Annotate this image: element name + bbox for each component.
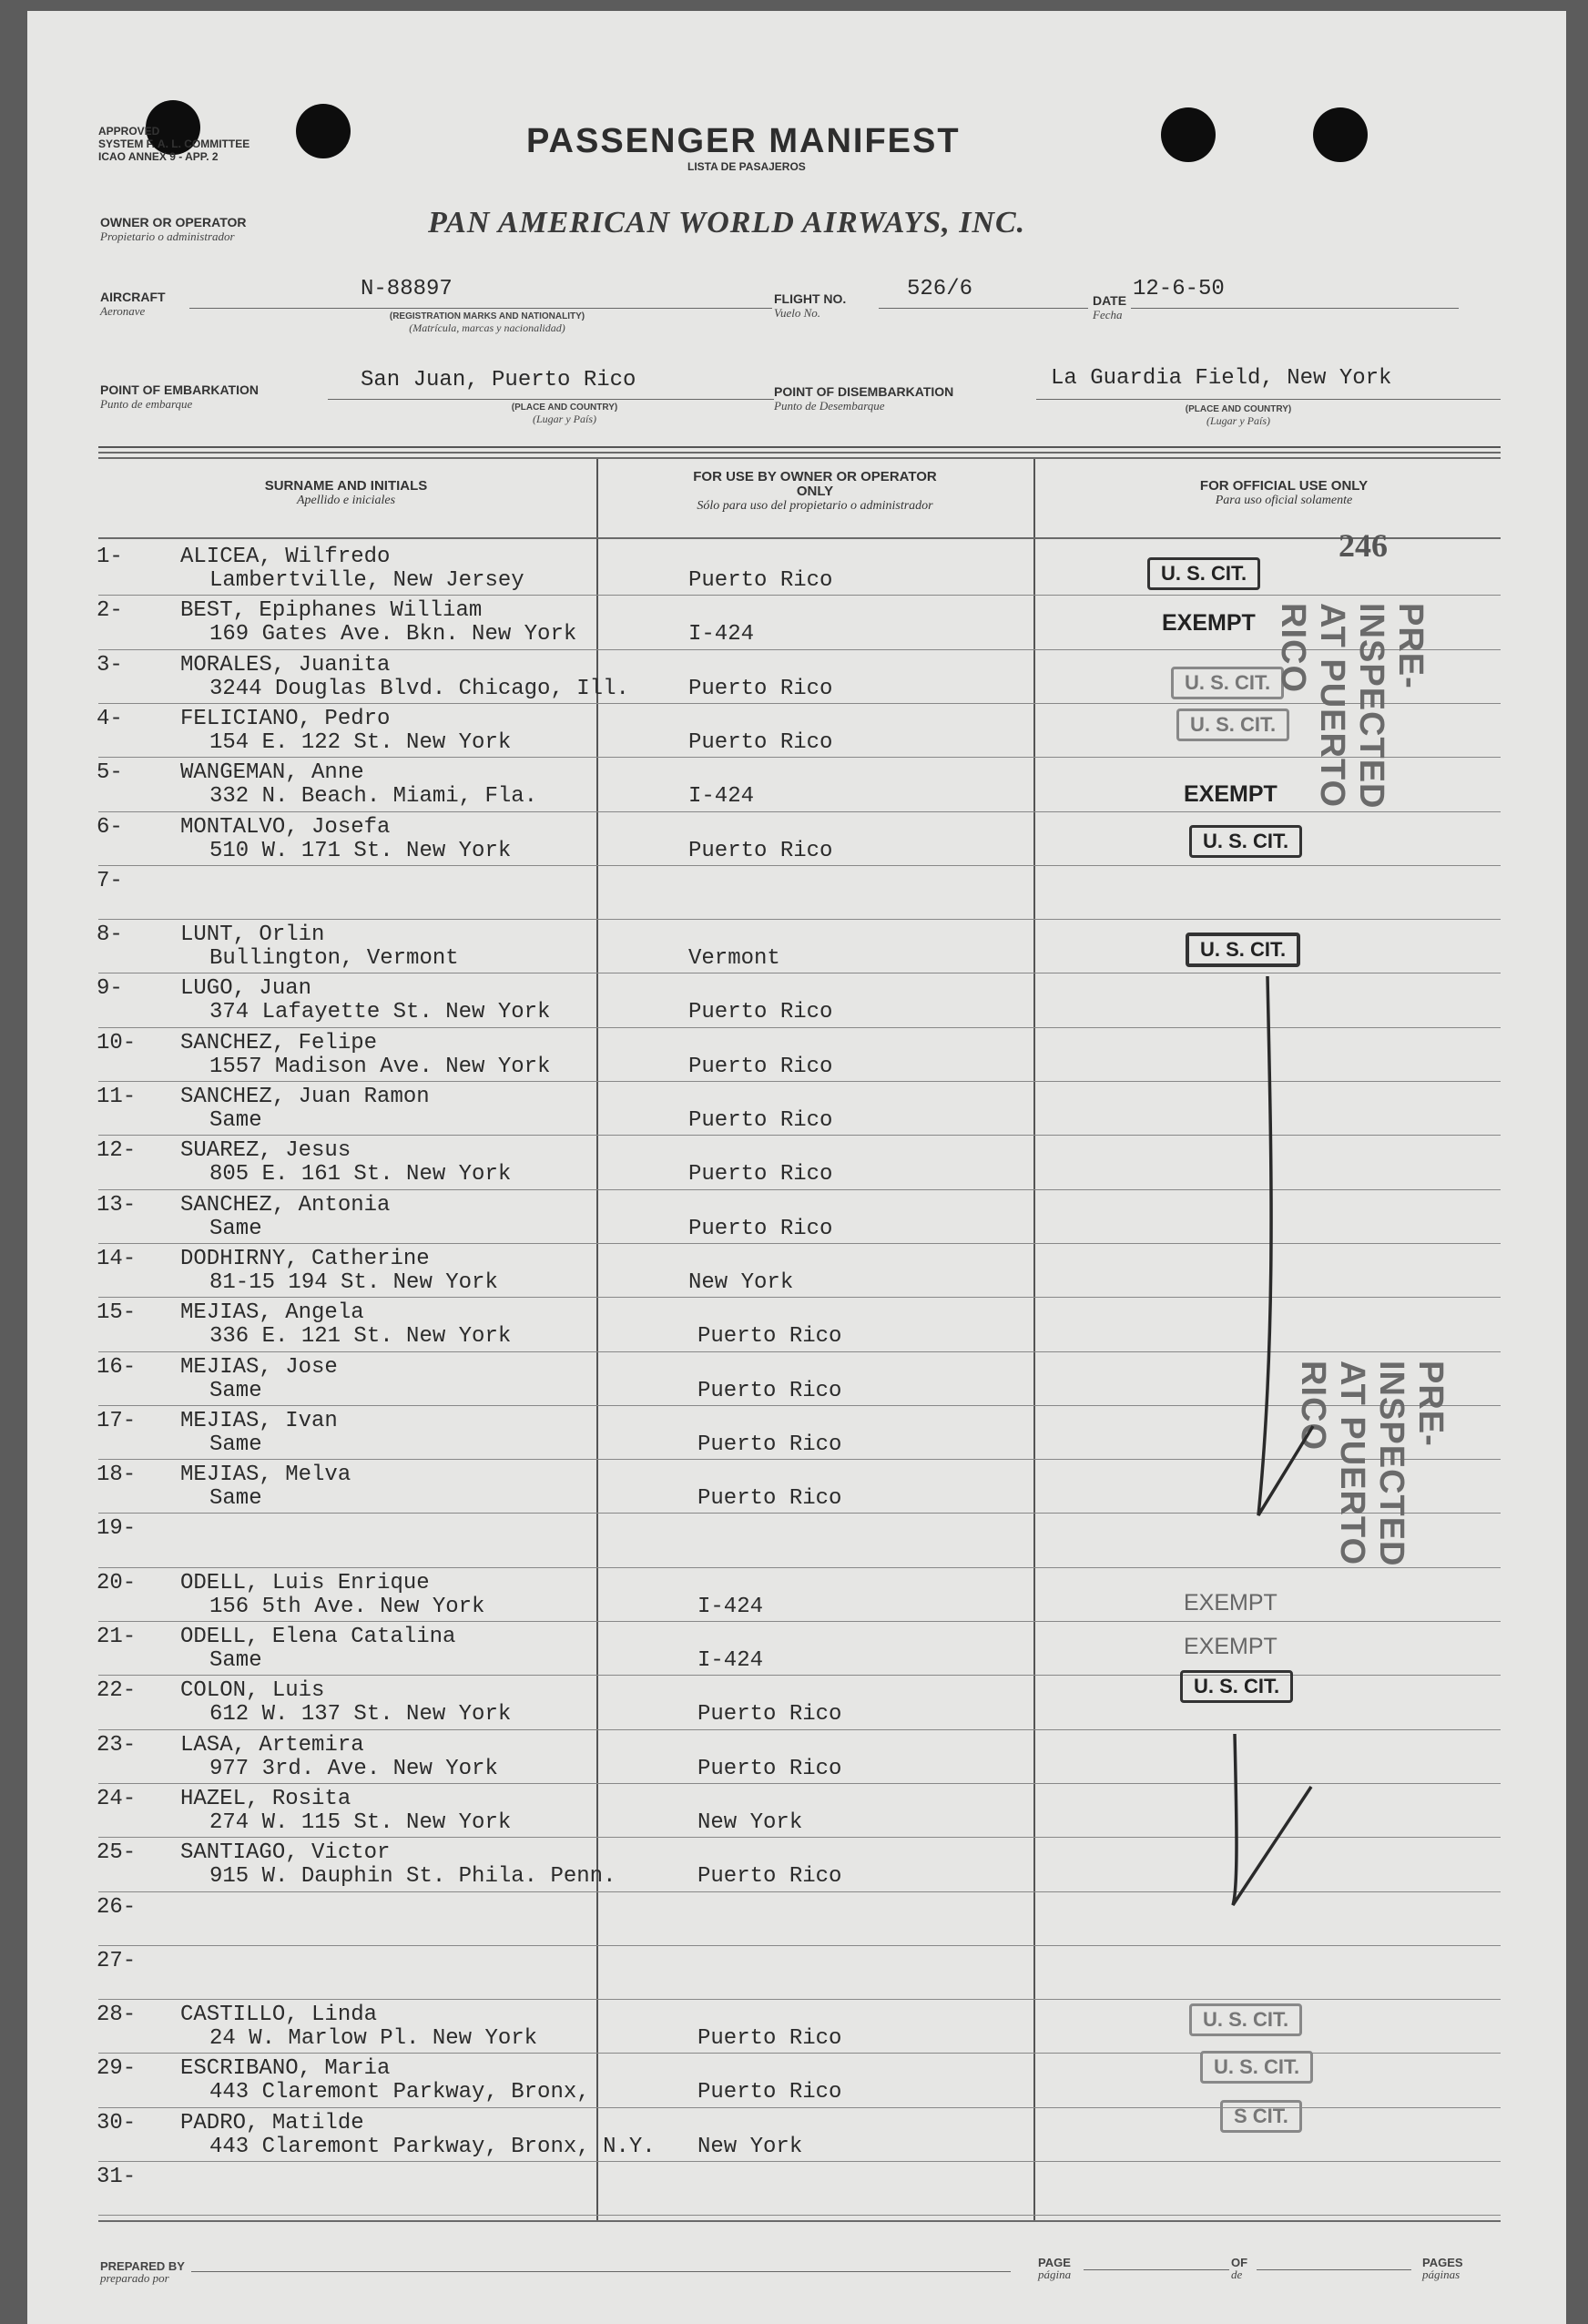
approval-line-2: SYSTEM F. A. L. COMMITTEE	[98, 138, 250, 150]
row-rule	[98, 1999, 1501, 2000]
date-underline	[1131, 308, 1459, 309]
row-rule	[98, 1189, 1501, 1190]
passenger-address: 612 W. 137 St. New York	[209, 1702, 512, 1728]
passenger-address: Lambertville, New Jersey	[209, 568, 524, 593]
disembark-place-caption-text: (PLACE AND COUNTRY)	[1185, 404, 1292, 414]
row-rule	[98, 1081, 1501, 1082]
us-cit-stamp-8: U. S. CIT.	[1200, 2051, 1313, 2084]
row-rule	[98, 811, 1501, 812]
passenger-name: ODELL, Elena Catalina	[180, 1625, 456, 1649]
passenger-name: ODELL, Luis Enrique	[180, 1570, 430, 1595]
row-number: 4-	[97, 706, 123, 731]
disembark-place-caption-sub: (Lugar y País)	[1206, 414, 1270, 427]
passenger-name: PADRO, Matilde	[180, 2110, 364, 2135]
punch-hole-3	[1161, 107, 1216, 162]
row-rule	[98, 2215, 1501, 2216]
disembark-label-sub: Punto de Desembarque	[774, 399, 885, 413]
footer-of	[1231, 2257, 1247, 2280]
passenger-origin: New York	[688, 1269, 794, 1295]
punch-hole-4	[1313, 107, 1368, 162]
column-divider-1	[596, 459, 598, 2221]
row-number: 9-	[97, 976, 123, 1002]
row-number: 30-	[97, 2110, 137, 2135]
passenger-name: MEJIAS, Jose	[180, 1354, 338, 1380]
row-number: 13-	[97, 1192, 137, 1218]
passenger-name: MONTALVO, Josefa	[180, 814, 391, 840]
passenger-address: Same	[209, 1378, 262, 1403]
row-number: 28-	[97, 2003, 137, 2028]
row-rule	[98, 1945, 1501, 1946]
row-rule	[98, 1027, 1501, 1028]
row-number: 1-	[97, 545, 123, 569]
row-number: 7-	[97, 868, 123, 893]
owner-label-sub: Propietario o administrador	[100, 229, 235, 243]
row-rule	[98, 1351, 1501, 1352]
passenger-origin: I-424	[688, 622, 755, 647]
column-head-owner-text: FOR USE BY OWNER OR OPERATOR ONLY	[693, 469, 937, 499]
column-head-surname	[155, 479, 537, 508]
passenger-origin: Puerto Rico	[697, 1324, 842, 1350]
aircraft-caption	[328, 311, 646, 335]
row-number: 5-	[97, 760, 123, 786]
passenger-address: 510 W. 171 St. New York	[209, 838, 512, 863]
passenger-name: SANCHEZ, Juan Ramon	[180, 1085, 430, 1109]
passenger-origin: Puerto Rico	[688, 838, 833, 863]
passenger-name: ALICEA, Wilfredo	[180, 545, 391, 569]
date-label-sub: Fecha	[1093, 308, 1123, 321]
passenger-origin: Puerto Rico	[697, 1378, 842, 1403]
check-mark-2	[1233, 1734, 1311, 1905]
aircraft-caption-text: (REGISTRATION MARKS AND NATIONALITY)	[389, 311, 585, 321]
row-number: 6-	[97, 814, 123, 840]
passenger-address: 805 E. 161 St. New York	[209, 1162, 512, 1187]
passenger-origin: Puerto Rico	[688, 568, 833, 593]
footer-prepared-by-text: PREPARED BY	[100, 2259, 185, 2273]
row-number: 11-	[97, 1085, 137, 1109]
approval-line-1: APPROVED	[98, 125, 160, 138]
passenger-origin: Puerto Rico	[688, 1216, 833, 1241]
row-rule	[98, 1783, 1501, 1784]
exempt-stamp-3: EXEMPT	[1184, 1590, 1278, 1616]
passenger-name: WANGEMAN, Anne	[180, 760, 364, 786]
row-number: 12-	[97, 1138, 137, 1164]
row-rule	[98, 595, 1501, 596]
row-rule	[98, 2161, 1501, 2162]
passenger-address: 332 N. Beach. Miami, Fla.	[209, 784, 538, 810]
passenger-address: 81-15 194 St. New York	[209, 1269, 498, 1295]
us-cit-stamp-7: U. S. CIT.	[1189, 2003, 1302, 2036]
flight-value: 526/6	[907, 277, 973, 301]
column-divider-2	[1033, 459, 1035, 2221]
footer-page-text: PAGE	[1038, 2256, 1071, 2269]
column-head-official-sub: Para uso oficial solamente	[1215, 494, 1353, 507]
row-number: 20-	[97, 1570, 137, 1595]
passenger-origin: New York	[697, 2134, 803, 2159]
embark-value: San Juan, Puerto Rico	[361, 368, 636, 392]
row-number: 8-	[97, 922, 123, 948]
footer-rule	[98, 2220, 1501, 2222]
row-number: 10-	[97, 1030, 137, 1055]
passenger-address: Same	[209, 1108, 262, 1133]
passenger-origin: New York	[697, 1809, 803, 1835]
passenger-name: BEST, Epiphanes William	[180, 598, 483, 624]
us-cit-stamp-3: U. S. CIT.	[1176, 708, 1289, 741]
passenger-address: Bullington, Vermont	[209, 946, 459, 972]
row-rule	[98, 1729, 1501, 1730]
passenger-name: ESCRIBANO, Maria	[180, 2056, 391, 2082]
passenger-name: DODHIRNY, Catherine	[180, 1246, 430, 1271]
row-rule	[98, 919, 1501, 920]
footer-of-sub: de	[1231, 2268, 1243, 2281]
pre-inspected-stamp-2: PRE-INSPECTED AT PUERTO RICO	[1294, 1361, 1450, 1567]
passenger-address: 169 Gates Ave. Bkn. New York	[209, 622, 577, 647]
passenger-name: LASA, Artemira	[180, 1732, 364, 1758]
passenger-name: COLON, Luis	[180, 1678, 325, 1704]
column-head-owner	[692, 470, 938, 514]
passenger-address: Same	[209, 1648, 262, 1673]
passenger-name: MEJIAS, Melva	[180, 1463, 351, 1488]
passenger-name: SANCHEZ, Antonia	[180, 1192, 391, 1218]
row-number: 2-	[97, 598, 123, 624]
manifest-page	[27, 11, 1566, 2324]
row-rule	[98, 1297, 1501, 1298]
embark-place-caption-text: (PLACE AND COUNTRY)	[511, 403, 618, 413]
us-cit-stamp-6: U. S. CIT.	[1180, 1670, 1293, 1703]
row-rule	[98, 1621, 1501, 1622]
passenger-origin: Puerto Rico	[688, 676, 833, 701]
date-value: 12-6-50	[1133, 277, 1225, 301]
aircraft-label: AIRCRAFT	[100, 290, 166, 304]
row-rule	[98, 1513, 1501, 1514]
row-rule	[98, 1567, 1501, 1568]
passenger-origin: Puerto Rico	[697, 1702, 842, 1728]
passenger-origin: I-424	[697, 1648, 764, 1673]
row-number: 18-	[97, 1463, 137, 1488]
passenger-address: 443 Claremont Parkway, Bronx,	[209, 2080, 590, 2105]
passenger-address: Same	[209, 1486, 262, 1512]
passenger-origin: Puerto Rico	[688, 729, 833, 755]
passenger-address: 977 3rd. Ave. New York	[209, 1756, 498, 1781]
exempt-stamp-2: EXEMPT	[1184, 781, 1278, 807]
aircraft-underline	[189, 308, 772, 309]
passenger-address: 24 W. Marlow Pl. New York	[209, 2026, 538, 2052]
passenger-origin: Puerto Rico	[697, 1486, 842, 1512]
row-number: 25-	[97, 1840, 137, 1866]
footer-pages-sub: páginas	[1422, 2268, 1461, 2281]
row-rule	[98, 1891, 1501, 1892]
row-number: 15-	[97, 1300, 137, 1326]
row-number: 21-	[97, 1625, 137, 1649]
passenger-name: SANCHEZ, Felipe	[180, 1030, 378, 1055]
flight-underline	[879, 308, 1088, 309]
footer-of-text: OF	[1231, 2256, 1248, 2269]
passenger-name: HAZEL, Rosita	[180, 1786, 351, 1811]
passenger-origin: Puerto Rico	[688, 1054, 833, 1079]
passenger-origin: Puerto Rico	[697, 1432, 842, 1457]
passenger-origin: I-424	[688, 784, 755, 810]
footer-of-underline	[1257, 2269, 1411, 2270]
passenger-origin: Vermont	[688, 946, 780, 972]
footer-pages-text: PAGES	[1422, 2256, 1463, 2269]
footer-pages	[1422, 2257, 1463, 2280]
disembark-underline	[1036, 399, 1501, 400]
embark-label: POINT OF EMBARKATION	[100, 382, 259, 397]
passenger-origin: Puerto Rico	[697, 1864, 842, 1890]
row-number: 23-	[97, 1732, 137, 1758]
passenger-origin: Puerto Rico	[688, 1162, 833, 1187]
row-number: 14-	[97, 1246, 137, 1271]
passenger-origin: Puerto Rico	[697, 2080, 842, 2105]
passenger-name: FELICIANO, Pedro	[180, 706, 391, 731]
passenger-address: 1557 Madison Ave. New York	[209, 1054, 551, 1079]
row-number: 3-	[97, 652, 123, 678]
owner-label: OWNER OR OPERATOR	[100, 215, 247, 229]
passenger-address: 156 5th Ave. New York	[209, 1594, 485, 1619]
footer-prepared-underline	[191, 2271, 1011, 2272]
footer-page-sub: página	[1038, 2268, 1072, 2281]
passenger-address: 443 Claremont Parkway, Bronx, N.Y.	[209, 2134, 656, 2159]
flight-label: FLIGHT NO.	[774, 291, 847, 306]
date-label: DATE	[1093, 293, 1127, 308]
column-head-surname-text: SURNAME AND INITIALS	[264, 478, 428, 494]
passenger-name: LUNT, Orlin	[180, 922, 325, 948]
row-number: 26-	[97, 1894, 137, 1920]
header-rule-3	[98, 457, 1501, 459]
row-rule	[98, 1135, 1501, 1136]
row-rule	[98, 1459, 1501, 1460]
column-head-surname-sub: Apellido e iniciales	[296, 494, 396, 507]
passenger-origin: Puerto Rico	[688, 1000, 833, 1025]
passenger-name: LUGO, Juan	[180, 976, 312, 1002]
us-cit-stamp-partial: S CIT.	[1220, 2100, 1302, 2133]
embark-place-caption	[473, 403, 656, 426]
passenger-name: MORALES, Juanita	[180, 652, 391, 678]
passenger-address: 3244 Douglas Blvd. Chicago, Ill.	[209, 676, 629, 701]
row-number: 17-	[97, 1408, 137, 1433]
row-rule	[98, 1243, 1501, 1244]
row-number: 24-	[97, 1786, 137, 1811]
row-number: 16-	[97, 1354, 137, 1380]
flight-label-sub: Vuelo No.	[774, 306, 821, 320]
passenger-name: SUAREZ, Jesus	[180, 1138, 351, 1164]
disembark-label: POINT OF DISEMBARKATION	[774, 384, 954, 399]
approval-line-3: ICAO ANNEX 9 - APP. 2	[98, 150, 219, 163]
row-number: 19-	[97, 1516, 137, 1542]
passenger-name: MEJIAS, Angela	[180, 1300, 364, 1326]
passenger-address: 274 W. 115 St. New York	[209, 1809, 512, 1835]
row-rule	[98, 1405, 1501, 1406]
aircraft-caption-sub: (Matrícula, marcas y nacionalidad)	[409, 321, 565, 334]
passenger-origin: Puerto Rico	[688, 1108, 833, 1133]
passenger-address: 374 Lafayette St. New York	[209, 1000, 551, 1025]
column-head-owner-sub: Sólo para uso del propietario o administrador	[697, 499, 933, 513]
disembark-place-caption	[1147, 404, 1329, 428]
passenger-name: SANTIAGO, Victor	[180, 1840, 391, 1866]
embark-place-caption-sub: (Lugar y País)	[533, 413, 596, 425]
passenger-address: 915 W. Dauphin St. Phila. Penn.	[209, 1864, 616, 1890]
footer-page	[1038, 2257, 1071, 2280]
owner-value: PAN AMERICAN WORLD AIRWAYS, INC.	[428, 206, 1026, 240]
page-title: PASSENGER MANIFEST	[526, 122, 961, 160]
disembark-value: La Guardia Field, New York	[1051, 366, 1392, 391]
us-cit-stamp-4: U. S. CIT.	[1189, 825, 1302, 858]
passenger-address: Same	[209, 1432, 262, 1457]
aircraft-label-sub: Aeronave	[100, 304, 146, 318]
pre-inspected-stamp-1: PRE-INSPECTED AT PUERTO RICO	[1274, 603, 1430, 810]
footer-prepared-by-sub: preparado por	[100, 2271, 169, 2285]
passenger-address: 336 E. 121 St. New York	[209, 1324, 512, 1350]
row-number: 22-	[97, 1678, 137, 1704]
embark-underline	[328, 399, 774, 400]
row-number: 31-	[97, 2165, 137, 2189]
us-cit-stamp-1: U. S. CIT.	[1147, 557, 1260, 590]
passenger-origin: Puerto Rico	[697, 1756, 842, 1781]
passenger-address: Same	[209, 1216, 262, 1241]
column-head-official-text: FOR OFFICIAL USE ONLY	[1199, 478, 1369, 494]
row-rule	[98, 865, 1501, 866]
exempt-stamp-4: EXEMPT	[1184, 1634, 1278, 1659]
us-cit-stamp-5: U. S. CIT.	[1186, 933, 1300, 967]
page-title-sub: LISTA DE PASAJEROS	[687, 160, 806, 173]
page-number: 246	[1339, 527, 1388, 564]
exempt-stamp-1: EXEMPT	[1162, 610, 1256, 636]
column-head-official	[1102, 479, 1466, 508]
row-number: 27-	[97, 1948, 137, 1973]
aircraft-value: N-88897	[361, 277, 453, 301]
footer-prepared-by	[100, 2260, 185, 2284]
passenger-address: 154 E. 122 St. New York	[209, 729, 512, 755]
footer-page-underline	[1084, 2269, 1229, 2270]
header-rule-1	[98, 446, 1501, 448]
column-head-rule	[98, 537, 1501, 539]
passenger-name: MEJIAS, Ivan	[180, 1408, 338, 1433]
header-rule-2	[98, 452, 1501, 454]
us-cit-stamp-2: U. S. CIT.	[1171, 667, 1284, 699]
punch-hole-2	[296, 104, 351, 158]
passenger-name: CASTILLO, Linda	[180, 2003, 378, 2028]
row-number: 29-	[97, 2056, 137, 2082]
row-rule	[98, 1837, 1501, 1838]
passenger-origin: I-424	[697, 1594, 764, 1619]
passenger-origin: Puerto Rico	[697, 2026, 842, 2052]
embark-label-sub: Punto de embarque	[100, 397, 193, 411]
